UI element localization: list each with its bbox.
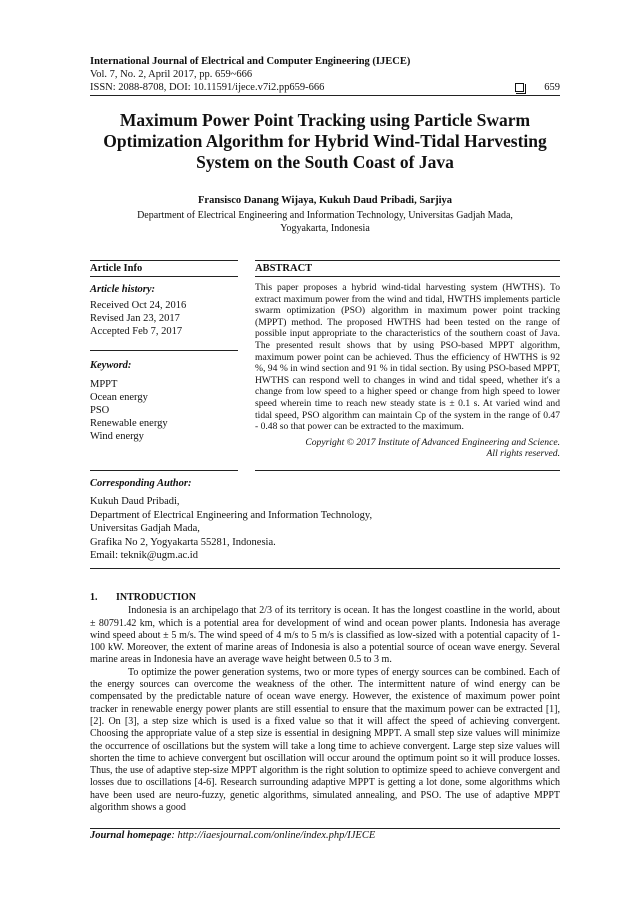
- info-bottom-divider: [90, 470, 238, 471]
- copyright-line-2: All rights reserved.: [486, 448, 560, 460]
- info-divider: [90, 350, 238, 351]
- history-heading: Article history:: [90, 284, 156, 295]
- corresponding-line: Kukuh Daud Pribadi,: [90, 496, 180, 508]
- page-indicator: [515, 81, 560, 94]
- keyword-item: PSO: [90, 405, 110, 416]
- journal-header: [90, 55, 560, 94]
- journal-footer: Journal homepage: http://iaesjournal.com/online/index.php/IJECE: [90, 830, 376, 841]
- keyword-item: Renewable energy: [90, 418, 168, 429]
- affiliation-line-1: Department of Electrical Engineering and Information Technology, Universitas Gadjah Mada,: [137, 210, 513, 221]
- journal-name: International Journal of Electrical and Computer Engineering (IJECE): [90, 56, 411, 67]
- copyright-notice: [255, 437, 560, 460]
- abstract-text: This paper proposes a hybrid wind-tidal harvesting system (HWTHS). To extract maximum power from the wind and tidal, HWTHS implements particle swarm optimization (PSO) algorithm in maximum power point tracking (MPPT) method. The proposed HWTHS had been tested on the range of possible input appropriate to the characteristics of the southern coast of Java. The presented result shows that by using PSO-based MPPT algorithm, maximum power point can be achieved. Thus the efficiency of HWTHS is 92 %, 94 % in wind section and 91 % in tidal section. By using PSO-based MPPT, HWTHS can respond well to changes in wind and tidal speed, whether it's a change from low speed to a higher speed or change from high speed to lower speed wherein time to reach new steady state is ± 0.1 s. At varied wind and tidal speed, PSO algorithm can maintain Cp of the system in the range of 0.47 - 0.48 so that power can be extracted to the maximum.: [255, 282, 560, 433]
- paper-authors: Fransisco Danang Wijaya, Kukuh Daud Pribadi, Sarjiya: [198, 195, 452, 206]
- header-divider: [90, 95, 560, 96]
- article-info-column: [90, 260, 238, 443]
- paper-title: Maximum Power Point Tracking using Particle Swarm Optimization Algorithm for Hybrid Wind-Tidal Harvesting System on the South Coast of Java: [103, 110, 547, 172]
- section-number: 1.: [90, 592, 98, 603]
- accepted-date: Accepted Feb 7, 2017: [90, 326, 183, 337]
- homepage-label: Journal homepage: [90, 830, 172, 841]
- journal-volume: Vol. 7, No. 2, April 2017, pp. 659~666: [90, 69, 253, 80]
- page-copy-icon: [515, 83, 524, 92]
- abstract-column: [255, 260, 560, 460]
- intro-paragraph-2: To optimize the power generation systems, two or more types of energy sources can be combined. Each of the energy sources can overcome the weakness of the other. The intermittent nature of wind energy can be compensated by the predictable nature of ocean wave energy. However, the existence of maximum power point tracker in renewable energy power plants are still essential to ensure that the maximum power can be extracted [1], [2]. On [3], a step size which is used is a fixed value so that it will affect the speed of achieving convergent. Choosing the appropriate value of a step size is essential in designing MPPT. A small step size values will minimize the occurrence of oscillations but the system will take a long time to achieve convergent. Large step size values will shorten the time to achieve convergent but oscillation will occur around the optimum point so it will produce losses. Thus, the use of adaptive step-size MPPT algorithm is the right solution to optimize speed to achieve convergent and losses due to oscillations [4-6]. Research surrounding adaptive MPPT is getting a lot done, some algorithms which have been used are neuro-fuzzy, genetic algorithms, simulated annealing, and PSO. The use of adaptive MPPT algorithm shows a good: [90, 666, 560, 814]
- article-info-heading: Article Info: [90, 260, 238, 277]
- intro-paragraph-1: Indonesia is an archipelago that 2/3 of its territory is ocean. It has the longest coastline in the world, about ± 80791.42 km, which is a potential area for development of wind and ocean power plants. Indonesia has average wind speed about ± 5 m/s. The wind speed of 4 m/s to 5 m/s is classified as low-sized with a potential capacity of 1-100 kW. Moreover, the extent of marine areas of Indonesia is also a potential source of ocean wave energy. Several marine areas in Indonesia have an average wave height between 0.5 to 3 m.: [90, 605, 560, 666]
- abstract-bottom-divider: [255, 470, 560, 471]
- section-title: INTRODUCTION: [116, 592, 197, 603]
- keyword-item: Ocean energy: [90, 392, 148, 403]
- keyword-heading: Keyword:: [90, 360, 132, 371]
- corresponding-email: Email: teknik@ugm.ac.id: [90, 550, 198, 562]
- section-heading: [90, 592, 560, 604]
- keyword-list: [90, 378, 238, 443]
- corresponding-divider: [90, 568, 560, 569]
- received-date: Received Oct 24, 2016: [90, 300, 187, 311]
- affiliation-line-2: Yogyakarta, Indonesia: [280, 223, 370, 234]
- corresponding-line: Universitas Gadjah Mada,: [90, 523, 200, 535]
- paper-affiliation: [90, 209, 560, 235]
- revised-date: Revised Jan 23, 2017: [90, 313, 180, 324]
- corresponding-line: Grafika No 2, Yogyakarta 55281, Indonesia.: [90, 536, 276, 548]
- corresponding-heading: Corresponding Author:: [90, 478, 192, 489]
- homepage-link[interactable]: http://iaesjournal.com/online/index.php/IJECE: [177, 830, 376, 841]
- page-number: 659: [544, 82, 560, 93]
- introduction-section: [90, 592, 560, 814]
- journal-issn: ISSN: 2088-8708, DOI: 10.11591/ijece.v7i2.pp659-666: [90, 82, 325, 93]
- corresponding-author: [90, 477, 560, 562]
- corresponding-line: Department of Electrical Engineering and Information Technology,: [90, 509, 373, 521]
- copyright-line-1: Copyright © 2017 Institute of Advanced Engineering and Science.: [305, 436, 560, 448]
- keyword-item: MPPT: [90, 379, 118, 390]
- article-history: [90, 299, 238, 338]
- keyword-item: Wind energy: [90, 431, 144, 442]
- abstract-heading: ABSTRACT: [255, 260, 560, 277]
- footer-divider: [90, 828, 560, 829]
- issn-row: [90, 81, 560, 94]
